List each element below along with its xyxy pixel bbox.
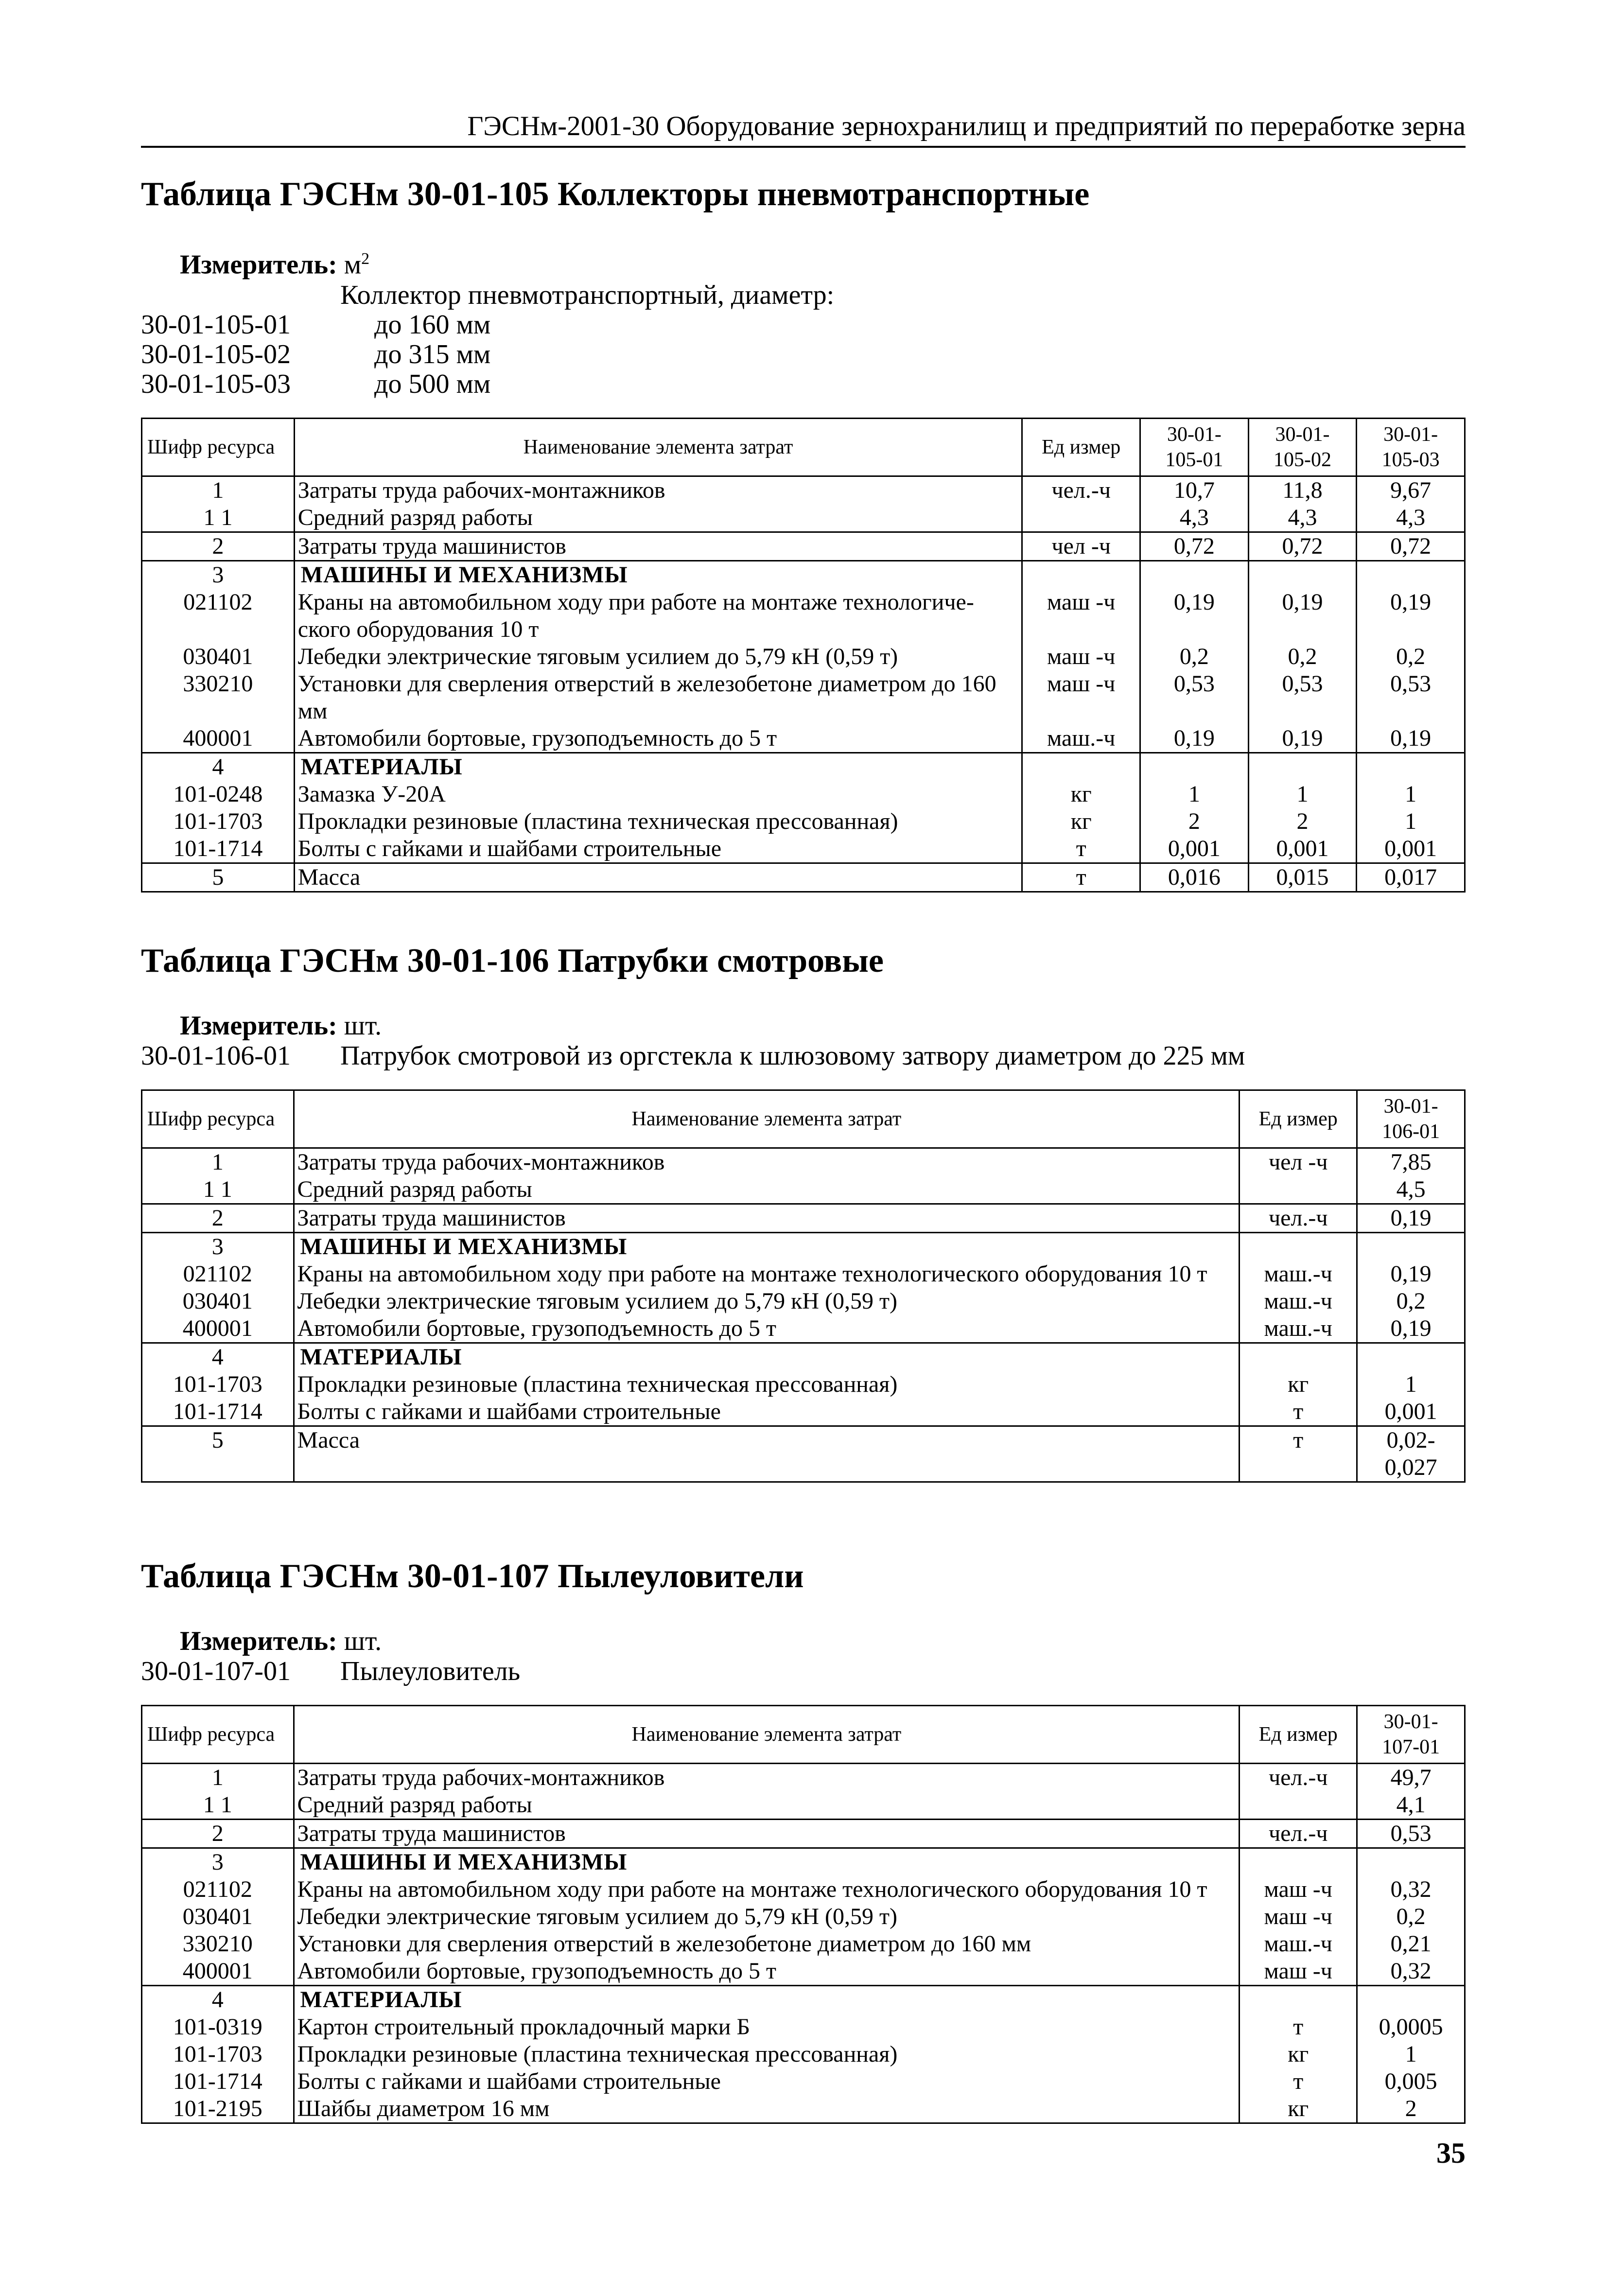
resource-name: Картон строительный прокладочный марки Б: [294, 2014, 1240, 2041]
resource-code: 5: [142, 863, 295, 892]
running-head: ГЭСНм-2001-30 Оборудование зернохранилищ и предприятий по переработке зерна: [141, 108, 1466, 148]
resource-code: 3: [142, 1848, 294, 1876]
meter-line: [141, 1010, 1466, 1041]
resource-unit: кг: [1022, 781, 1140, 808]
resource-value: 0,72: [1248, 532, 1357, 560]
table-row: [142, 1930, 1465, 1958]
table-row: [142, 2014, 1465, 2041]
table-row: [142, 808, 1465, 835]
resource-unit: т: [1240, 1426, 1357, 1482]
resource-name: Болты с гайками и шайбами строительные: [294, 835, 1022, 863]
resource-name: Затраты труда рабочих-монтажников: [294, 1764, 1240, 1792]
meter-unit: м: [344, 249, 362, 280]
resource-code: 101-2195: [142, 2095, 294, 2123]
resource-code: 030401: [142, 1903, 294, 1930]
resource-code: 400001: [142, 725, 295, 753]
meter-unit: шт.: [344, 1011, 382, 1041]
resource-value: 0,001: [1140, 835, 1249, 863]
resource-code: 4: [142, 753, 295, 781]
resource-value: 10,7: [1140, 476, 1249, 504]
resource-name: Краны на автомобильном ходу при работе на монтаже технологического оборудования 10 т: [294, 1261, 1240, 1288]
table-row: [142, 532, 1465, 560]
table-row: [142, 863, 1465, 892]
header-variant-column: 30-01- 105-01: [1140, 418, 1249, 476]
resource-name: Прокладки резиновые (пластина техническая прессованная): [294, 808, 1022, 835]
variant-desc: Патрубок смотровой из оргстекла к шлюзовому затвору диаметром до 225 мм: [340, 1041, 1245, 1071]
resource-code: 101-1714: [142, 2068, 294, 2095]
resource-unit: маш.-ч: [1240, 1288, 1357, 1315]
resource-code: 4: [142, 1986, 294, 2014]
resource-value: 0,53: [1140, 670, 1249, 725]
resource-code: 2: [142, 1820, 294, 1848]
resource-unit: маш.-ч: [1240, 1930, 1357, 1958]
variant-desc: до 315 мм: [374, 339, 491, 369]
resource-value: 1: [1357, 2041, 1465, 2068]
resource-unit: чел.-ч: [1240, 1820, 1357, 1848]
value-empty: [1248, 560, 1357, 589]
resource-value: 4,5: [1357, 1176, 1465, 1204]
table-row: [142, 1288, 1465, 1315]
resource-code: 400001: [142, 1315, 294, 1343]
header-name: Наименование элемента затрат: [294, 1090, 1240, 1148]
resource-code: 1: [142, 1764, 294, 1792]
resource-unit: маш.-ч: [1240, 1261, 1357, 1288]
resource-value: 0,19: [1357, 1261, 1465, 1288]
variant-row: [141, 369, 1466, 399]
value-empty: [1140, 753, 1249, 781]
resource-value: 0,005: [1357, 2068, 1465, 2095]
resource-name: Масса: [294, 863, 1022, 892]
header-code: Шифр ресурса: [142, 1706, 294, 1764]
resource-unit: кг: [1240, 2095, 1357, 2123]
resource-value: 1: [1140, 781, 1249, 808]
resource-unit: т: [1240, 1398, 1357, 1426]
meter-line: [141, 244, 1466, 280]
resource-value: 0,001: [1357, 1398, 1465, 1426]
resource-name: Средний разряд работы: [294, 1791, 1240, 1820]
variant-code-empty: [141, 280, 340, 310]
table-row: [142, 1903, 1465, 1930]
resource-value: 1: [1357, 781, 1465, 808]
resource-unit: маш -ч: [1022, 589, 1140, 643]
variant-row: [141, 310, 1466, 340]
resource-value: 0,2: [1248, 643, 1357, 670]
resource-value: 9,67: [1357, 476, 1465, 504]
variant-code: 30-01-105-02: [141, 339, 291, 369]
resource-name: Лебедки электрические тяговым усилием до 5,79 кН (0,59 т): [294, 643, 1022, 670]
value-empty: [1140, 560, 1249, 589]
header-row: [142, 1706, 1465, 1764]
resource-value: 0,19: [1357, 589, 1465, 643]
resource-table: [141, 418, 1466, 893]
resource-code: 400001: [142, 1958, 294, 1986]
table-title: Таблица ГЭСНм 30-01-107 Пылеуловители: [141, 1558, 804, 1595]
table-row: [142, 1398, 1465, 1426]
variant-desc: Пылеуловитель: [340, 1656, 521, 1686]
table-row: [142, 1820, 1465, 1848]
resource-value: 0,016: [1140, 863, 1249, 892]
resource-code: 021102: [142, 589, 295, 643]
meter-label: Измеритель:: [180, 249, 337, 280]
resource-value: 0,53: [1357, 1820, 1465, 1848]
table-row: [142, 2041, 1465, 2068]
variant-code: 30-01-105-01: [141, 309, 291, 340]
table-row: [142, 1876, 1465, 1903]
resource-name: Краны на автомобильном ходу при работе на монтаже технологиче-ского оборудования 10 т: [294, 589, 1022, 643]
resource-name: Масса: [294, 1426, 1240, 1482]
resource-code: 101-1714: [142, 835, 295, 863]
resource-unit: кг: [1240, 2041, 1357, 2068]
meter-unit-superscript: 2: [361, 250, 370, 268]
resource-value: 0,19: [1248, 725, 1357, 753]
table-title: Таблица ГЭСНм 30-01-105 Коллекторы пневмотранспортные: [141, 175, 1090, 213]
resource-unit: маш.-ч: [1240, 1315, 1357, 1343]
resource-value: 0,19: [1140, 725, 1249, 753]
resource-name: Автомобили бортовые, грузоподъемность до 5 т: [294, 1958, 1240, 1986]
header-variant-column: 30-01- 105-03: [1357, 418, 1465, 476]
table-row: [142, 1958, 1465, 1986]
resource-unit: т: [1022, 835, 1140, 863]
variant-list: [141, 280, 1466, 399]
meter-label: Измеритель:: [180, 1011, 337, 1041]
unit-empty: [1240, 1233, 1357, 1261]
resource-code: 101-1703: [142, 808, 295, 835]
resource-name: Болты с гайками и шайбами строительные: [294, 1398, 1240, 1426]
resource-value: 0,2: [1357, 1288, 1465, 1315]
resource-unit: кг: [1022, 808, 1140, 835]
resource-code: 101-1703: [142, 1371, 294, 1398]
resource-code: 1: [142, 1148, 294, 1176]
resource-table: [141, 1705, 1466, 2124]
resource-code: 021102: [142, 1876, 294, 1903]
table-row: [142, 1315, 1465, 1343]
resource-code: 330210: [142, 670, 295, 725]
meter-unit: шт.: [344, 1626, 382, 1656]
table-row: [142, 2095, 1465, 2123]
resource-value: 11,8: [1248, 476, 1357, 504]
resource-name: Шайбы диаметром 16 мм: [294, 2095, 1240, 2123]
resource-value: 2: [1248, 808, 1357, 835]
section-title: МАТЕРИАЛЫ: [294, 1343, 1240, 1371]
resource-value: 4,3: [1140, 504, 1249, 532]
table-row: [142, 1791, 1465, 1820]
resource-value: 0,32: [1357, 1958, 1465, 1986]
table-row: [142, 2068, 1465, 2095]
resource-value: 0,72: [1357, 532, 1465, 560]
table-row: [142, 1764, 1465, 1792]
resource-code: 5: [142, 1426, 294, 1482]
header-unit: Ед измер: [1240, 1706, 1357, 1764]
header-code: Шифр ресурса: [142, 418, 295, 476]
header-name: Наименование элемента затрат: [294, 1706, 1240, 1764]
table-row: [142, 476, 1465, 504]
variant-code: 30-01-105-03: [141, 368, 291, 399]
table-row: [142, 1148, 1465, 1176]
resource-code: 1 1: [142, 504, 295, 532]
resource-value: 0,0005: [1357, 2014, 1465, 2041]
resource-code: 101-1714: [142, 1398, 294, 1426]
resource-value: 1: [1248, 781, 1357, 808]
value-empty: [1248, 753, 1357, 781]
resource-name: Прокладки резиновые (пластина техническая прессованная): [294, 2041, 1240, 2068]
resource-value: 0,02- 0,027: [1357, 1426, 1465, 1482]
resource-value: 0,19: [1357, 725, 1465, 753]
resource-unit: маш -ч: [1240, 1903, 1357, 1930]
resource-value: 0,001: [1357, 835, 1465, 863]
table-title: Таблица ГЭСНм 30-01-106 Патрубки смотровые: [141, 942, 884, 980]
table-section: [141, 173, 1466, 893]
resource-unit: маш -ч: [1022, 643, 1140, 670]
resource-unit: маш -ч: [1022, 670, 1140, 725]
resource-unit: чел.-ч: [1022, 476, 1140, 504]
unit-empty: [1022, 560, 1140, 589]
table-row: [142, 504, 1465, 532]
variant-row: [141, 1041, 1466, 1071]
resource-value: 4,3: [1357, 504, 1465, 532]
table-row: [142, 670, 1465, 725]
resource-code: 030401: [142, 1288, 294, 1315]
resource-name: Установки для сверления отверстий в железобетоне диаметром до 160 мм: [294, 670, 1022, 725]
resource-code: 2: [142, 532, 295, 560]
section-title: МАШИНЫ И МЕХАНИЗМЫ: [294, 1848, 1240, 1876]
resource-code: 4: [142, 1343, 294, 1371]
resource-unit: [1240, 1791, 1357, 1820]
resource-unit: [1240, 1176, 1357, 1204]
variant-intro-row: [141, 280, 1466, 310]
section-row: [142, 1343, 1465, 1371]
section-row: [142, 1233, 1465, 1261]
header-variant-column: 30-01- 106-01: [1357, 1090, 1465, 1148]
variant-code: 30-01-107-01: [141, 1656, 291, 1686]
section-title: МАТЕРИАЛЫ: [294, 1986, 1240, 2014]
resource-value: 0,53: [1357, 670, 1465, 725]
meter-label: Измеритель:: [180, 1626, 337, 1656]
unit-empty: [1022, 753, 1140, 781]
resource-value: 0,19: [1140, 589, 1249, 643]
resource-code: 101-1703: [142, 2041, 294, 2068]
resource-name: Болты с гайками и шайбами строительные: [294, 2068, 1240, 2095]
section-row: [142, 1986, 1465, 2014]
value-empty: [1357, 1986, 1465, 2014]
resource-code: 1 1: [142, 1791, 294, 1820]
resource-code: 330210: [142, 1930, 294, 1958]
table-row: [142, 1371, 1465, 1398]
table-section: [141, 1555, 1466, 2124]
resource-name: Затраты труда рабочих-монтажников: [294, 476, 1022, 504]
resource-value: 0,21: [1357, 1930, 1465, 1958]
variant-row: [141, 1657, 1466, 1686]
resource-value: 7,85: [1357, 1148, 1465, 1176]
resource-name: Замазка У-20А: [294, 781, 1022, 808]
section-row: [142, 560, 1465, 589]
resource-unit: маш.-ч: [1022, 725, 1140, 753]
variant-list: [141, 1041, 1466, 1071]
resource-unit: кг: [1240, 1371, 1357, 1398]
resource-code: 021102: [142, 1261, 294, 1288]
value-empty: [1357, 1233, 1465, 1261]
resource-value: 4,1: [1357, 1791, 1465, 1820]
resource-value: 0,2: [1140, 643, 1249, 670]
resource-unit: чел -ч: [1240, 1148, 1357, 1176]
unit-empty: [1240, 1848, 1357, 1876]
table-row: [142, 725, 1465, 753]
meter-line: [141, 1626, 1466, 1657]
resource-code: 1 1: [142, 1176, 294, 1204]
resource-value: 2: [1357, 2095, 1465, 2123]
resource-name: Затраты труда машинистов: [294, 1204, 1240, 1233]
variant-list: [141, 1657, 1466, 1686]
resource-value: 2: [1140, 808, 1249, 835]
resource-code: 3: [142, 1233, 294, 1261]
resource-name: Краны на автомобильном ходу при работе на монтаже технологического оборудования 10 т: [294, 1876, 1240, 1903]
table-row: [142, 1261, 1465, 1288]
resource-value: 0,19: [1357, 1315, 1465, 1343]
resource-name: Установки для сверления отверстий в железобетоне диаметром до 160 мм: [294, 1930, 1240, 1958]
header-variant-column: 30-01- 107-01: [1357, 1706, 1465, 1764]
header-row: [142, 1090, 1465, 1148]
resource-unit: [1022, 504, 1140, 532]
resource-value: 0,001: [1248, 835, 1357, 863]
resource-unit: маш -ч: [1240, 1958, 1357, 1986]
resource-name: Средний разряд работы: [294, 504, 1022, 532]
header-row: [142, 418, 1465, 476]
resource-unit: чел.-ч: [1240, 1764, 1357, 1792]
resource-name: Прокладки резиновые (пластина техническая прессованная): [294, 1371, 1240, 1398]
resource-name: Затраты труда машинистов: [294, 1820, 1240, 1848]
resource-name: Автомобили бортовые, грузоподъемность до 5 т: [294, 725, 1022, 753]
page-number: 35: [1436, 2137, 1466, 2169]
resource-name: Лебедки электрические тяговым усилием до 5,79 кН (0,59 т): [294, 1288, 1240, 1315]
resource-table: [141, 1089, 1466, 1483]
resource-unit: т: [1022, 863, 1140, 892]
unit-empty: [1240, 1986, 1357, 2014]
section-title: МАШИНЫ И МЕХАНИЗМЫ: [294, 560, 1022, 589]
table-section: [141, 939, 1466, 1483]
value-empty: [1357, 1848, 1465, 1876]
header-variant-column: 30-01- 105-02: [1248, 418, 1357, 476]
table-row: [142, 1176, 1465, 1204]
section-row: [142, 753, 1465, 781]
variant-intro: Коллектор пневмотранспортный, диаметр:: [340, 280, 835, 310]
resource-unit: т: [1240, 2068, 1357, 2095]
resource-value: 0,2: [1357, 1903, 1465, 1930]
table-row: [142, 1204, 1465, 1233]
resource-code: 3: [142, 560, 295, 589]
section-title: МАШИНЫ И МЕХАНИЗМЫ: [294, 1233, 1240, 1261]
variant-row: [141, 340, 1466, 369]
unit-empty: [1240, 1343, 1357, 1371]
resource-value: 4,3: [1248, 504, 1357, 532]
resource-value: 1: [1357, 1371, 1465, 1398]
resource-value: 0,2: [1357, 643, 1465, 670]
resource-code: 1: [142, 476, 295, 504]
resource-name: Средний разряд работы: [294, 1176, 1240, 1204]
resource-value: 0,53: [1248, 670, 1357, 725]
section-row: [142, 1848, 1465, 1876]
resource-unit: т: [1240, 2014, 1357, 2041]
header-unit: Ед измер: [1240, 1090, 1357, 1148]
resource-unit: чел.-ч: [1240, 1204, 1357, 1233]
resource-value: 0,19: [1248, 589, 1357, 643]
resource-unit: маш -ч: [1240, 1876, 1357, 1903]
table-row: [142, 835, 1465, 863]
value-empty: [1357, 1343, 1465, 1371]
table-row: [142, 643, 1465, 670]
resource-value: 0,32: [1357, 1876, 1465, 1903]
value-empty: [1357, 560, 1465, 589]
variant-desc: до 160 мм: [374, 309, 491, 340]
table-row: [142, 589, 1465, 643]
resource-name: Затраты труда машинистов: [294, 532, 1022, 560]
resource-code: 030401: [142, 643, 295, 670]
variant-code: 30-01-106-01: [141, 1041, 291, 1071]
resource-name: Автомобили бортовые, грузоподъемность до 5 т: [294, 1315, 1240, 1343]
resource-code: 2: [142, 1204, 294, 1233]
resource-value: 1: [1357, 808, 1465, 835]
section-title: МАТЕРИАЛЫ: [294, 753, 1022, 781]
resource-value: 0,015: [1248, 863, 1357, 892]
resource-value: 49,7: [1357, 1764, 1465, 1792]
value-empty: [1357, 753, 1465, 781]
resource-name: Лебедки электрические тяговым усилием до 5,79 кН (0,59 т): [294, 1903, 1240, 1930]
variant-desc: до 500 мм: [374, 368, 491, 399]
table-row: [142, 1426, 1465, 1482]
resource-name: Затраты труда рабочих-монтажников: [294, 1148, 1240, 1176]
resource-value: 0,19: [1357, 1204, 1465, 1233]
resource-code: 101-0248: [142, 781, 295, 808]
resource-value: 0,017: [1357, 863, 1465, 892]
resource-code: 101-0319: [142, 2014, 294, 2041]
table-row: [142, 781, 1465, 808]
resource-unit: чел -ч: [1022, 532, 1140, 560]
resource-value: 0,72: [1140, 532, 1249, 560]
header-code: Шифр ресурса: [142, 1090, 294, 1148]
header-name: Наименование элемента затрат: [294, 418, 1022, 476]
header-unit: Ед измер: [1022, 418, 1140, 476]
